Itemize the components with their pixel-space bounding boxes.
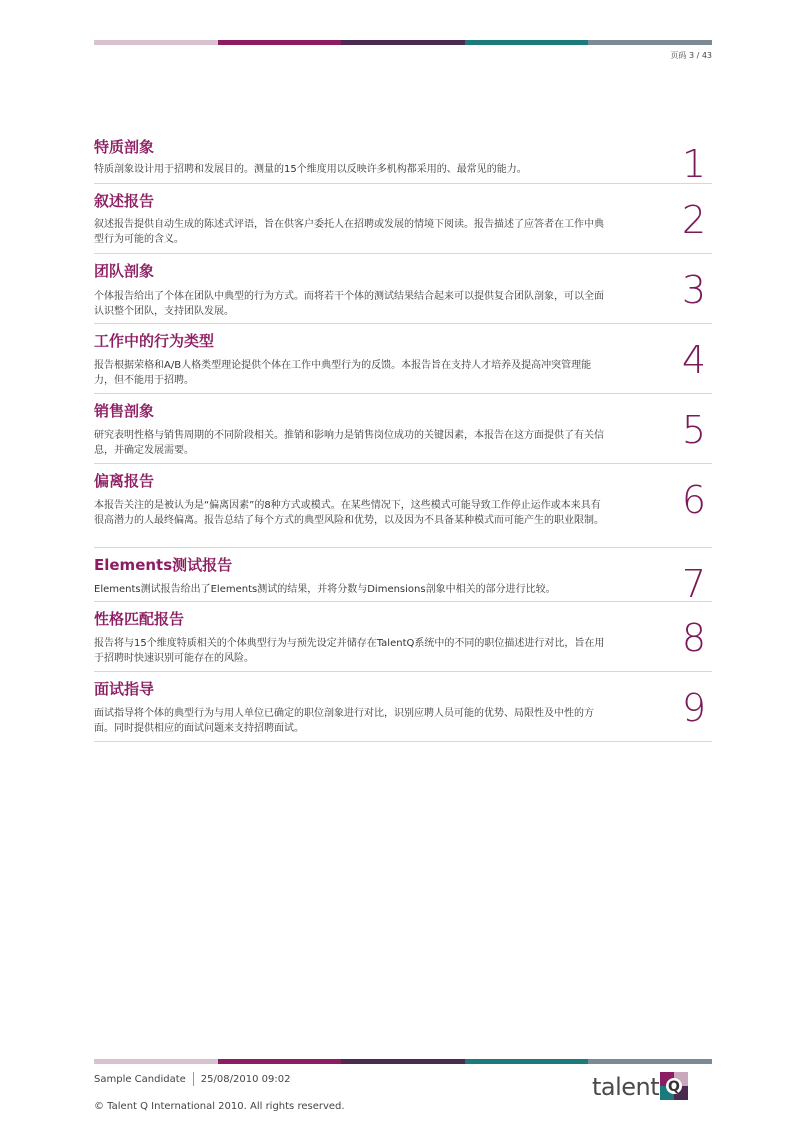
logo-wordmark: talent (592, 1073, 660, 1101)
report-datetime: 25/08/2010 09:02 (200, 1073, 291, 1085)
section-description: 叙述报告提供自动生成的陈述式评语，旨在供客户委托人在招聘或发展的情境下阅读。报告描述了应答者在工作中典型行为可能的含义。 (94, 219, 604, 245)
header-color-stripe (94, 40, 712, 45)
report-section (94, 324, 712, 394)
section-title: 叙述报告 (94, 192, 155, 210)
logo-q-mark-icon (660, 1072, 688, 1102)
stripe-segment (94, 40, 218, 45)
stripe-segment (94, 1059, 218, 1064)
section-title: 性格匹配报告 (94, 610, 185, 628)
section-number: 7 (681, 562, 706, 606)
section-description: 面试指导将个体的典型行为与用人单位已确定的职位剖象进行对比，识别应聘人员可能的优势、局限性及中性的方面。同时提供相应的面试问题来支持招聘面试。 (94, 708, 594, 734)
report-section (94, 254, 712, 324)
stripe-segment (341, 1059, 465, 1064)
report-section (94, 464, 712, 548)
stripe-segment (218, 1059, 342, 1064)
section-number: 6 (681, 478, 706, 522)
section-description: 报告将与15个维度特质相关的个体典型行为与预先设定并储存在TalentQ系统中的不同的职位描述进行对比，旨在用于招聘时快速识别可能存在的风险。 (94, 638, 605, 664)
section-title: 面试指导 (94, 680, 155, 698)
stripe-segment (341, 40, 465, 45)
section-title: 特质剖象 (94, 138, 155, 156)
section-title: 销售剖象 (94, 402, 155, 420)
section-title: 团队剖象 (94, 262, 155, 280)
section-description: Elements测试报告给出了Elements测试的结果，并将分数与Dimensions剖象中相关的部分进行比较。 (94, 584, 556, 595)
stripe-segment (465, 1059, 589, 1064)
footer-meta (94, 1072, 290, 1086)
section-description: 研究表明性格与销售周期的不同阶段相关。推销和影响力是销售岗位成功的关键因素，本报告在这方面提供了有关信息，并确定发展需要。 (94, 430, 604, 456)
section-title: 工作中的行为类型 (94, 332, 215, 350)
section-description: 本报告关注的是被认为是“偏离因素”的8种方式或模式。在某些情况下，这些模式可能导致工作停止运作或本来具有很高潜力的人最终偏离。报告总结了每个方式的典型风险和优势，以及因为不具备某种模式而可能产生的职业限制。 (94, 500, 604, 526)
section-description: 个体报告给出了个体在团队中典型的行为方式。而将若干个体的测试结果结合起来可以提供复合团队剖象，可以全面认识整个团队，支持团队发展。 (94, 291, 604, 317)
section-number: 5 (681, 408, 706, 452)
stripe-segment (588, 40, 712, 45)
section-description: 报告根据荣格和A/B人格类型理论提供个体在工作中典型行为的反馈。本报告旨在支持人才培养及提高冲突管理能力，但不能用于招聘。 (94, 360, 592, 386)
report-list (94, 134, 712, 742)
report-section (94, 602, 712, 672)
candidate-name: Sample Candidate (94, 1073, 186, 1085)
section-number: 1 (681, 142, 706, 186)
section-number: 4 (681, 338, 706, 382)
stripe-segment (465, 40, 589, 45)
footer-divider (193, 1072, 194, 1086)
report-section (94, 184, 712, 254)
section-number: 3 (681, 268, 706, 312)
page-number: 页码 3 / 43 (670, 51, 712, 60)
report-section (94, 548, 712, 606)
section-description: 特质剖象设计用于招聘和发展目的。测量的15个维度用以反映许多机构都采用的、最常见的能力。 (94, 164, 527, 175)
report-section (94, 134, 712, 184)
logo-q-letter: Q (668, 1079, 681, 1095)
section-number: 8 (681, 616, 706, 660)
copyright-notice: © Talent Q International 2010. All rights reserved. (94, 1101, 345, 1112)
stripe-segment (588, 1059, 712, 1064)
report-section (94, 672, 712, 742)
section-title: Elements测试报告 (94, 556, 233, 574)
section-number: 2 (681, 198, 706, 242)
footer-color-stripe (94, 1059, 712, 1064)
report-section (94, 394, 712, 464)
talentq-logo (592, 1072, 688, 1102)
section-title: 偏离报告 (94, 472, 155, 490)
section-number: 9 (681, 686, 706, 730)
stripe-segment (218, 40, 342, 45)
